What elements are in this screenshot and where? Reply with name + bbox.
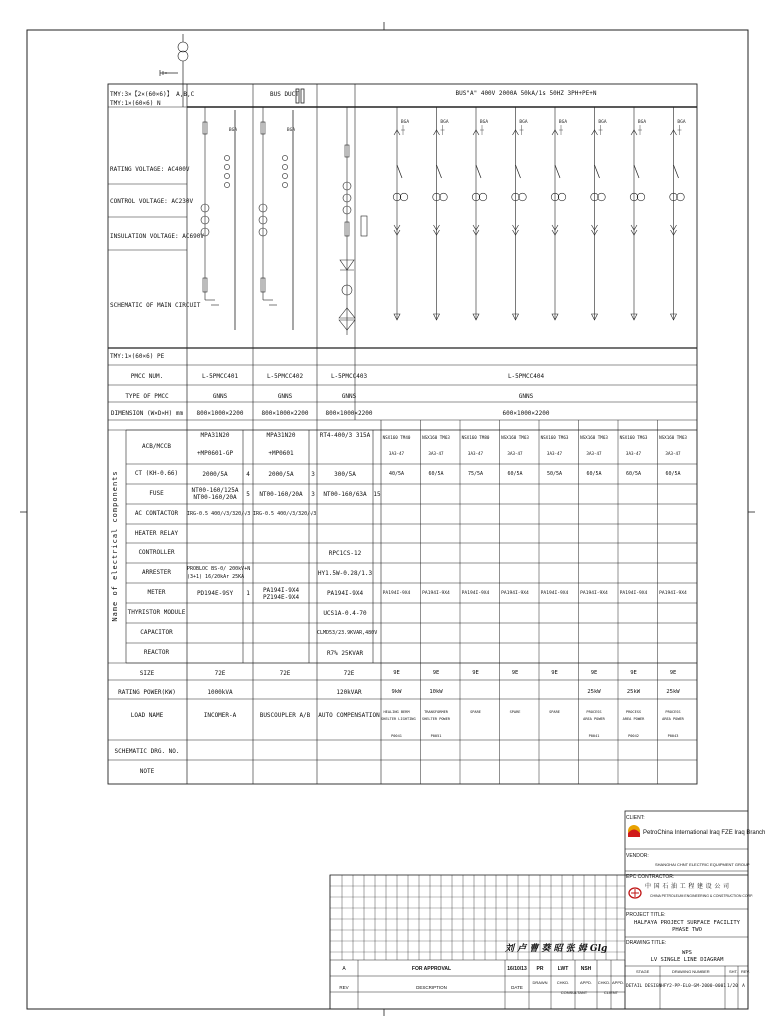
p401-fuse-2: NT00-160/20A: [193, 494, 237, 501]
feeder-acb: NSX160 TM63: [540, 435, 569, 440]
feeder-load-1: PROCESS: [625, 710, 642, 714]
vendor-label: VENDOR:: [626, 853, 649, 859]
p402-fuse: NT00-160/20A: [259, 491, 303, 498]
feeder-size: 9E: [393, 670, 400, 676]
p403-reactor: R7% 25KVAR: [326, 650, 364, 657]
feeder-ct: 60/5A: [428, 471, 444, 477]
feeder-acb-accessory: 3A3-47: [388, 451, 405, 456]
feeder-load-1: SPARE: [470, 710, 481, 714]
transformer-symbol: [178, 42, 188, 52]
rev-header-chkd: CHKD.: [556, 980, 570, 985]
p401-ct: 2000/5A: [202, 471, 228, 478]
feeder-meter: PA194I-9X4: [619, 591, 648, 596]
incomer-breaker-label: BGA: [286, 128, 296, 133]
p403-ct: 300/5A: [334, 471, 356, 478]
feeder-drg: P0042: [628, 734, 639, 738]
project-title-1: HALFAYA PROJECT SURFACE FACILITY: [634, 920, 740, 926]
rev-header-appd-client: APPD.: [611, 980, 624, 985]
p403-controller: RPC1CS-12: [328, 550, 362, 557]
busbar-rating: BUS"A" 400V 2000A 50kA/1s 50HZ 3PH+PE+N: [455, 90, 597, 97]
number-header: DRAWING NUMBER: [672, 969, 710, 974]
feeder-acb-accessory: 3A3-47: [586, 451, 602, 456]
bus-duct-label: BUS DUCT: [270, 91, 299, 98]
pmcc-401-num: L-5PMCC401: [201, 373, 239, 380]
pmcc-401-dim: 800×1000×2200: [196, 410, 244, 417]
project-label: PROJECT TITLE:: [626, 912, 666, 918]
p403-fuse: NT00-160/63A: [323, 491, 367, 498]
component-label: HEATER RELAY: [134, 529, 179, 537]
consultant-label: CONSULTANT: [560, 990, 588, 995]
feeder-load-2: SHELTER LIGHTING: [381, 717, 416, 721]
rev-row-description: FOR APPROVAL: [411, 966, 452, 972]
feeder-size: 9E: [590, 670, 598, 676]
feeder-size: 9E: [630, 670, 637, 676]
feeder-acb: NSX160 TM63: [501, 435, 529, 440]
row-label-load: LOAD NAME: [130, 712, 164, 719]
feeder-acb-accessory: 3A3-47: [467, 451, 484, 456]
p402-meter-1: PA194I-9X4: [262, 587, 300, 594]
rev-row-rev: A: [342, 966, 346, 972]
p402-meter-2: PZ194E-9X4: [262, 594, 300, 601]
pmcc-404-dim: 600×1000×2200: [502, 410, 550, 417]
feeder-rating: 25kW: [626, 689, 641, 695]
feeder-load-1: TRANSFORMER: [424, 710, 448, 714]
component-label: FUSE: [149, 490, 164, 497]
feeder-rating: 25kW: [666, 689, 680, 695]
pmcc-402-dim: 800×1000×2200: [261, 410, 309, 417]
feeder-drg: P0043: [667, 734, 679, 738]
feeder-size: 9E: [432, 670, 440, 676]
feeder-meter: PA194I-9X4: [659, 591, 687, 596]
component-label: CT (KH-0.66): [134, 470, 179, 477]
control-voltage: CONTROL VOLTAGE: AC230V: [110, 198, 194, 205]
epc-label: EPC CONTRACTOR:: [626, 874, 675, 880]
feeder-ct: 60/5A: [586, 471, 602, 477]
pmcc-401-type: GNNS: [212, 393, 228, 400]
row-label-type: TYPE OF PMCC: [125, 393, 169, 400]
p401-rating: 1000kVA: [207, 689, 233, 696]
feeder-ct: 75/5A: [467, 471, 484, 477]
rev-value: A: [742, 984, 745, 989]
p401-meter: PD194E-9SY: [196, 590, 234, 597]
p403-fuse-qty: 15: [373, 491, 381, 498]
p403-meter: PA194I-9X4: [326, 590, 364, 597]
pmcc-403-type: GNNS: [341, 393, 357, 400]
p401-fuse-1: NT00-160/125A: [191, 487, 239, 494]
row-label-pmcc-num: PMCC NUM.: [130, 373, 164, 380]
feeder-meter: PA194I-9X4: [422, 591, 450, 596]
stage-header: STAGE: [636, 969, 650, 974]
feeder-breaker-label: BGA: [440, 120, 449, 125]
feeder-ct: 50/5A: [546, 471, 563, 477]
component-label: CONTROLLER: [138, 549, 175, 556]
rev-header-description: DESCRIPTION: [416, 985, 447, 990]
conductor-spec-phase: TMY:3×【2×(60×6)】 A,B,C: [110, 91, 195, 98]
feeder-acb-accessory: 3A3-47: [546, 451, 563, 456]
row-label-rating: RATING POWER(KW): [118, 689, 176, 696]
feeder-ct: 60/5A: [625, 471, 642, 477]
feeder-acb: NSX160 TM63: [619, 435, 648, 440]
feeder-rating: 25kW: [587, 689, 601, 695]
feeder-ct: 60/5A: [507, 471, 523, 477]
p401-acb-accessory: +MP0601-GP: [196, 450, 234, 457]
feeder-rating: 10kW: [429, 689, 443, 695]
p402-fuse-qty: 3: [311, 491, 315, 498]
pmcc-403-dim: 800×1000×2200: [325, 410, 373, 417]
insulation-voltage: INSULATION VOLTAGE: AC690V: [110, 233, 204, 240]
rating-voltage: RATING VOLTAGE: AC400V: [110, 166, 190, 173]
rev-row-chkd: LWT: [557, 966, 569, 972]
approval-signatures: 刘 卢 曹 葵 昭 张 姆 Glg: [505, 944, 608, 954]
p403-capacitor: CLMD53/23.9KVAR,480V: [317, 630, 378, 636]
p402-acb: MPA31N20: [266, 432, 296, 439]
feeder-load-2: AREA POWER: [622, 717, 645, 721]
feeder-ct: 60/5A: [665, 471, 681, 477]
feeder-load-1: SPARE: [509, 710, 521, 714]
drawing-label: DRAWING TITLE:: [626, 940, 667, 946]
feeder-meter: PA194I-9X4: [461, 591, 490, 596]
stage-value: DETAIL DESIGN: [626, 984, 662, 989]
p402-size: 72E: [279, 670, 291, 677]
component-label: THYRISTOR MODULE: [127, 609, 186, 616]
rev-header-drawn: DRAWN: [532, 980, 548, 985]
p402-acb-accessory: +MP0601: [268, 450, 294, 457]
feeder-breaker-label: BGA: [479, 120, 489, 125]
feeder-load-1: PROCESS: [586, 710, 602, 714]
p403-arrester: HY1.5W-0.28/1.3: [317, 570, 373, 577]
row-label-drg: SCHEMATIC DRG. NO.: [114, 748, 180, 755]
feeder-breaker-label: BGA: [558, 120, 568, 125]
feeder-load-1: SPARE: [549, 710, 560, 714]
feeder-breaker-label: BGA: [519, 120, 528, 125]
component-label: REACTOR: [143, 649, 170, 656]
petrochina-logo: [627, 824, 641, 842]
feeder-size: 9E: [669, 670, 677, 676]
feeder-size: 9E: [511, 670, 519, 676]
feeder-meter: PA194I-9X4: [580, 591, 608, 596]
feeder-load-2: AREA POWER: [662, 717, 684, 721]
row-label-note: NOTE: [139, 768, 155, 775]
feeder-acb: NSX160 TM80: [461, 435, 490, 440]
feeder-load-2: SHELTER POWER: [421, 717, 451, 721]
component-label: CAPACITOR: [140, 629, 173, 636]
feeder-meter: PA194I-9X4: [501, 591, 529, 596]
component-label: ACB/MCCB: [142, 443, 171, 450]
p403-size: 72E: [343, 670, 355, 677]
feeder-breaker-label: BGA: [598, 120, 607, 125]
rev-header-appd: APPD.: [579, 980, 592, 985]
p401-meter-qty: 1: [246, 590, 250, 597]
feeder-acb: NSX160 TM40: [382, 435, 411, 440]
component-label: ARRESTER: [142, 569, 171, 576]
client-label: CLIENT:: [626, 815, 645, 821]
rev-row-appd: NSH: [580, 966, 592, 972]
feeder-size: 9E: [472, 670, 479, 676]
feeder-drg: P0051: [430, 734, 442, 738]
feeder-acb-accessory: 3A3-47: [428, 451, 444, 456]
p403-thyristor: UCS1A-0.4-70: [323, 610, 367, 617]
pmcc-402-type: GNNS: [277, 393, 293, 400]
p403-rating: 120kVAR: [336, 689, 362, 696]
feeder-rating: 9kW: [391, 689, 402, 695]
incomer-breaker-label: BGA: [228, 128, 238, 133]
pmcc-403-num: L-5PMCC403: [330, 373, 368, 380]
pmcc-402-num: L-5PMCC402: [266, 373, 304, 380]
vendor-name: SHANGHAI CHNT ELECTRIC EQUIPMENT GROUP: [655, 862, 750, 867]
feeder-drg: P0041: [588, 734, 600, 738]
p403-acb: RT4-400/3 315A: [319, 432, 371, 439]
rev-header-chkd-client: CHKD.: [597, 980, 611, 985]
p401-load: INCOMER-A: [203, 712, 237, 719]
rev-header-date: DATE: [511, 985, 523, 990]
p402-ct-qty: 3: [311, 471, 315, 478]
client-name: PetroChina International Iraq FZE Iraq Branch: [643, 830, 766, 836]
sheet-header: SHT.: [729, 969, 738, 974]
p401-arrester-2: (3+1) 16/20kAr 25KA: [187, 574, 245, 580]
feeder-load-2: AREA POWER: [583, 717, 605, 721]
feeder-acb-accessory: 3A3-47: [507, 451, 523, 456]
pe-bar-spec: TMY:1×(60×6) PE: [110, 353, 165, 360]
pmcc-404-num: L-5PMCC404: [507, 373, 545, 380]
conductor-spec-neutral: TMY:1×(60×6) N: [110, 100, 161, 107]
feeder-acb: NSX160 TM63: [659, 435, 687, 440]
project-title-2: PHASE TWO: [672, 927, 702, 933]
p402-load: BUSCOUPLER A/B: [259, 712, 311, 719]
feeder-ct: 40/5A: [388, 471, 405, 477]
p403-load: AUTO COMPENSATION: [318, 712, 380, 719]
p401-fuse-qty: 5: [246, 491, 250, 498]
component-label: METER: [147, 589, 166, 596]
p401-size: 72E: [214, 670, 226, 677]
sheet-border: [27, 30, 748, 1009]
row-label-dimension: DIMENSION (W×D×H) mm: [110, 410, 184, 417]
feeder-breaker-label: BGA: [637, 120, 647, 125]
p401-acb: MPA31N20: [200, 432, 230, 439]
p402-ct: 2000/5A: [268, 471, 294, 478]
feeder-meter: PA194I-9X4: [540, 591, 569, 596]
pmcc-404-type: GNNS: [518, 393, 534, 400]
p401-contactor: IRG-0.5 400/√3/320/√3: [187, 511, 251, 517]
p401-ct-qty: 4: [246, 471, 250, 478]
feeder-load-1: PROCESS: [665, 710, 681, 714]
title-block: [625, 811, 748, 1009]
feeder-size: 9E: [551, 670, 558, 676]
drawing-title-1: WPS: [682, 950, 692, 956]
sheet-value: 1/20: [727, 984, 738, 989]
p402-contactor: IRG-0.5 400/√3/320/√3: [253, 511, 317, 517]
feeder-meter: PA194I-9X4: [382, 591, 411, 596]
epc-logo: [628, 884, 642, 896]
component-label: AC CONTACTOR: [134, 510, 179, 517]
schematic-label: SCHEMATIC OF MAIN CIRCUIT: [110, 302, 201, 309]
feeder-breaker-label: BGA: [400, 120, 410, 125]
epc-name-en: CHINA PETROLEUM ENGINEERING & CONSTRUCTION CORP.: [650, 894, 754, 898]
rev-row-date: 16/10/13: [507, 966, 527, 972]
feeder-drg: P0041: [391, 734, 402, 738]
feeder-acb: NSX160 TM63: [422, 435, 450, 440]
epc-name-cn: 中 国 石 油 工 程 建 设 公 司: [645, 884, 730, 890]
row-label-size: SIZE: [139, 670, 155, 677]
component-group-label: Name of electrical components: [111, 470, 119, 622]
feeder-acb-accessory: 3A3-47: [665, 451, 681, 456]
drawing-number: HFY2-PP-EL0-GM-2000-0001: [661, 984, 727, 989]
rev-header: REV.: [741, 969, 750, 974]
drawing-title-2: LV SINGLE LINE DIAGRAM: [650, 957, 724, 963]
feeder-load-1: HEALING BERM: [383, 710, 410, 714]
feeder-acb-accessory: 3A3-47: [625, 451, 642, 456]
p401-arrester-1: PROBLOC BS-0/ 200kV+N: [187, 566, 251, 572]
rev-header-rev: REV: [339, 985, 349, 990]
feeder-breaker-label: BGA: [677, 120, 686, 125]
feeder-acb: NSX160 TM63: [580, 435, 608, 440]
client-sign-label: CLIENT: [603, 990, 619, 995]
rev-row-drawn: PR: [536, 966, 544, 972]
